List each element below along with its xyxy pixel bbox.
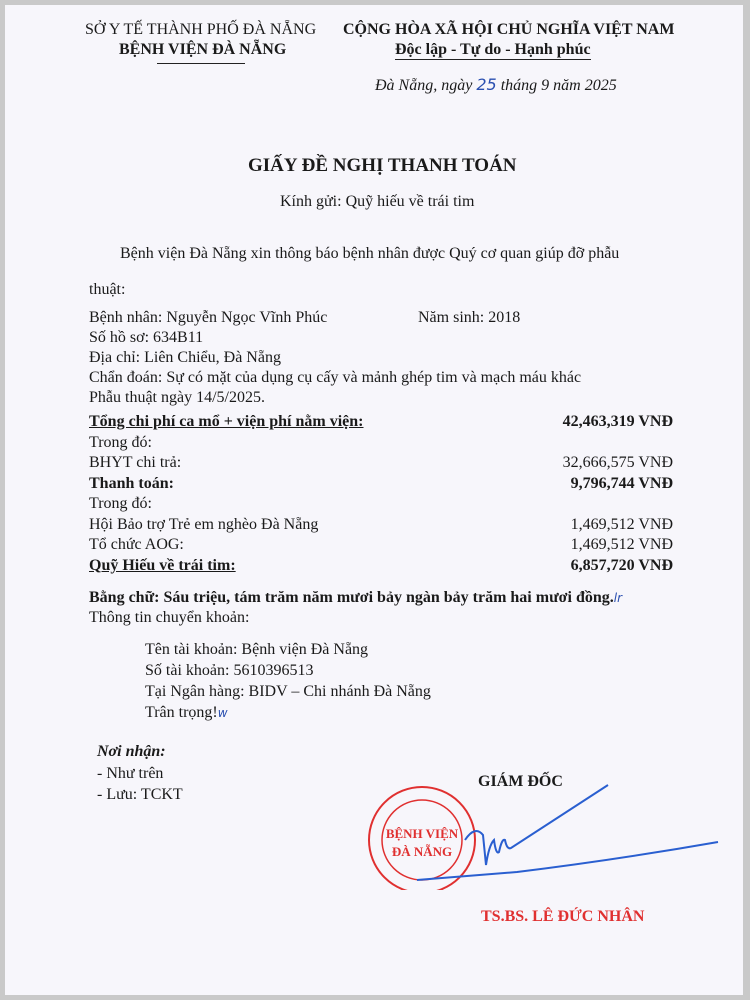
receivers-heading: Nơi nhận: [97, 743, 166, 760]
cost-value: 9,796,744 VNĐ [570, 474, 673, 492]
cost-value: 32,666,575 VNĐ [562, 454, 673, 471]
cost-label: Thanh toán: [89, 474, 174, 492]
signer-position: GIÁM ĐỐC [478, 773, 563, 790]
stamp-text: ĐÀ NẴNG [391, 844, 453, 859]
bank-heading: Thông tin chuyển khoản: [89, 609, 250, 626]
cost-label: Tổng chi phí ca mổ + viện phí nằm viện: [89, 413, 364, 430]
cost-value: 1,469,512 VNĐ [570, 515, 673, 533]
cost-label: Quỹ Hiếu về trái tim: [89, 556, 236, 574]
closing-text: Trân trọng! [145, 704, 218, 721]
bank-name: Tại Ngân hàng: BIDV – Chi nhánh Đà Nẵng [145, 683, 431, 700]
date-suffix: tháng 9 năm 2025 [500, 77, 617, 94]
bank-account-name: Tên tài khoản: Bệnh viện Đà Nẵng [145, 641, 369, 658]
receiver-item: - Lưu: TCKT [97, 786, 183, 803]
intro-line-1: Bệnh viện Đà Nẵng xin thông báo bệnh nhân được Quý cơ quan giúp đỡ phẫu [120, 245, 620, 262]
cost-label: Trong đó: [89, 433, 152, 451]
cost-label: BHYT chi trả: [89, 454, 182, 471]
hospital-name: BỆNH VIỆN ĐÀ NẴNG [119, 41, 287, 58]
ministry-name: SỞ Y TẾ THÀNH PHỐ ĐÀ NẴNG [85, 21, 317, 38]
cost-label: Tổ chức AOG: [89, 536, 184, 553]
document-title: GIẤY ĐỀ NGHỊ THANH TOÁN [248, 155, 517, 176]
amount-in-words [89, 589, 622, 607]
amount-in-words-text: Bằng chữ: Sáu triệu, tám trăm năm mươi bảy ngàn bảy trăm hai mươi đồng. [89, 589, 614, 606]
divider [157, 63, 245, 64]
cost-value: 42,463,319 VNĐ [562, 413, 673, 430]
bank-account-no: Số tài khoản: 5610396513 [145, 662, 314, 679]
date-day: 25 [476, 75, 497, 94]
patient-record-no: Số hồ sơ: 634B11 [89, 329, 204, 346]
document-page [5, 5, 743, 995]
intro-line-2: thuật: [89, 281, 126, 298]
cost-value: 1,469,512 VNĐ [570, 536, 673, 553]
patient-address: Địa chỉ: Liên Chiểu, Đà Nẵng [89, 349, 281, 366]
signature-ink [417, 785, 718, 880]
initial-mark: lr [613, 591, 623, 605]
patient-name: Bệnh nhân: Nguyễn Ngọc Vĩnh Phúc [89, 309, 328, 326]
date-line [375, 76, 617, 95]
red-stamp [369, 787, 475, 890]
cost-label: Trong đó: [89, 495, 152, 512]
cost-value: 6,857,720 VNĐ [570, 556, 673, 574]
stamp-and-signature [365, 780, 725, 890]
cost-label: Hội Bảo trợ Trẻ em nghèo Đà Nẵng [89, 515, 319, 533]
patient-surgery-date: Phẫu thuật ngày 14/5/2025. [89, 389, 265, 406]
national-motto: Độc lập - Tự do - Hạnh phúc [395, 41, 591, 58]
stamp-text: BỆNH VIỆN [385, 826, 459, 841]
patient-diagnosis: Chẩn đoán: Sự có mặt của dụng cụ cấy và mảnh ghép tim và mạch máu khác [89, 369, 582, 386]
patient-birth-year: Năm sinh: 2018 [418, 309, 521, 326]
initial-mark: w [217, 706, 228, 720]
national-title: CỘNG HÒA XÃ HỘI CHỦ NGHĨA VIỆT NAM [343, 21, 675, 38]
receiver-item: - Như trên [97, 765, 164, 782]
recipient: Kính gửi: Quỹ hiếu về trái tim [280, 193, 475, 210]
date-prefix: Đà Nẵng, ngày [375, 77, 473, 94]
signer-name: TS.BS. LÊ ĐỨC NHÂN [481, 908, 645, 925]
closing [145, 704, 228, 722]
